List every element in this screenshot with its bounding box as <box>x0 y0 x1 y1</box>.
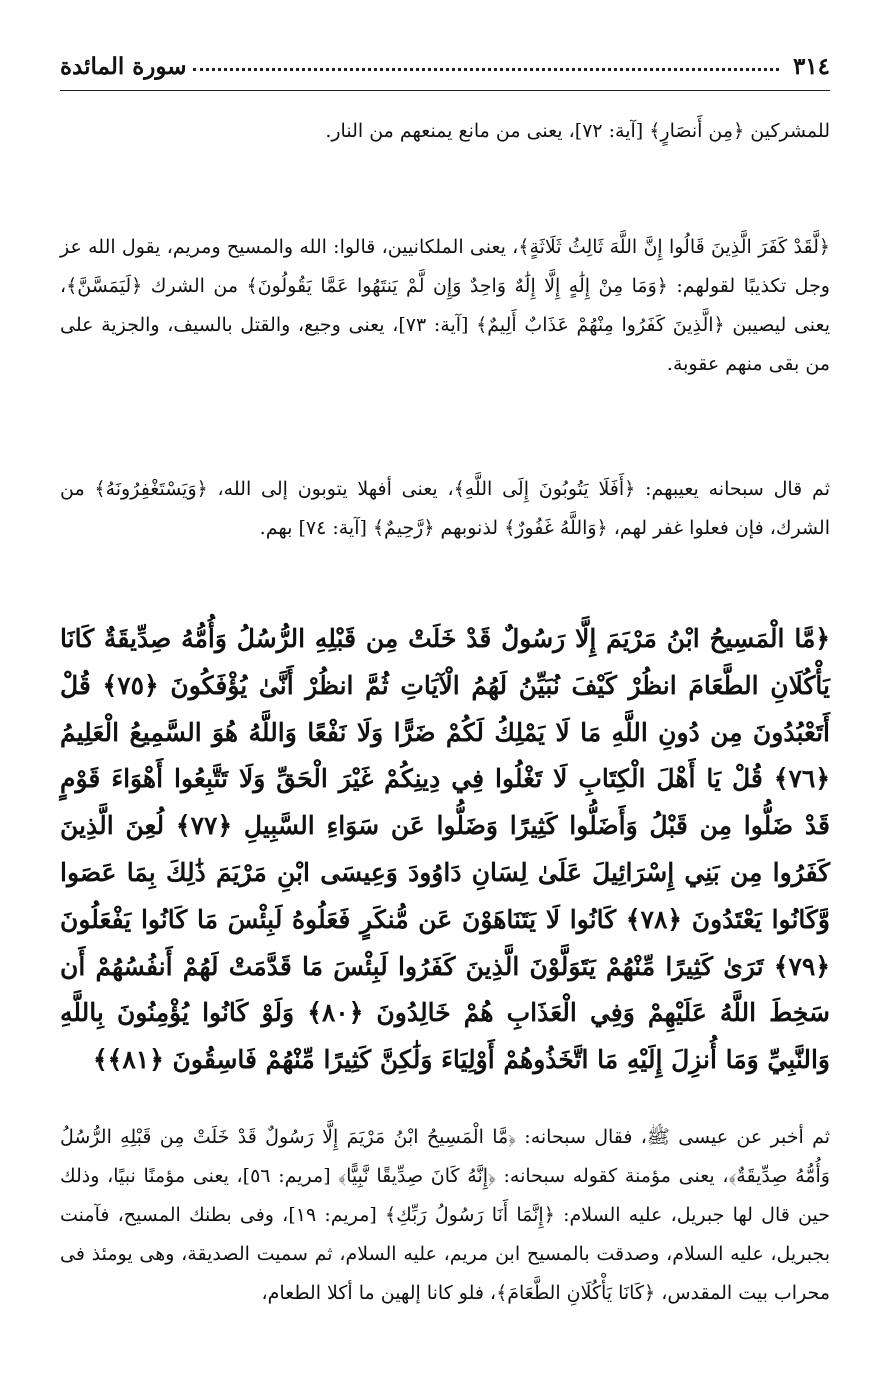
commentary-paragraph-2 <box>60 228 830 384</box>
commentary-paragraph-3 <box>60 470 830 548</box>
quran-verses-text: ﴿مَّا الْمَسِيحُ ابْنُ مَرْيَمَ إِلَّا رَسُولٌ قَدْ خَلَتْ مِن قَبْلِهِ الرُّسُلُ وَأُمُّهُ صِدِّيقَةٌ كَانَا يَأْكُلَانِ الطَّعَامَ انظُرْ كَيْفَ نُبَيِّنُ لَهُمُ الْآيَاتِ ثُمَّ انظُرْ أَنَّىٰ يُؤْفَكُونَ ﴿٧٥﴾ قُلْ أَتَعْبُدُونَ مِن دُونِ اللَّهِ مَا لَا يَمْلِكُ لَكُمْ ضَرًّا وَلَا نَفْعًا وَاللَّهُ هُوَ السَّمِيعُ الْعَلِيمُ ﴿٧٦﴾ قُلْ يَا أَهْلَ الْكِتَابِ لَا تَغْلُوا فِي دِينِكُمْ غَيْرَ الْحَقِّ وَلَا تَتَّبِعُوا أَهْوَاءَ قَوْمٍ قَدْ ضَلُّوا مِن قَبْلُ وَأَضَلُّوا كَثِيرًا وَضَلُّوا عَن سَوَاءِ السَّبِيلِ ﴿٧٧﴾ لُعِنَ الَّذِينَ كَفَرُوا مِن بَنِي إِسْرَائِيلَ عَلَىٰ لِسَانِ دَاوُودَ وَعِيسَى ابْنِ مَرْيَمَ ذَٰلِكَ بِمَا عَصَوا وَّكَانُوا يَعْتَدُونَ ﴿٧٨﴾ كَانُوا لَا يَتَنَاهَوْنَ عَن مُّنكَرٍ فَعَلُوهُ لَبِئْسَ مَا كَانُوا يَفْعَلُونَ ﴿٧٩﴾ تَرَىٰ كَثِيرًا مِّنْهُمْ يَتَوَلَّوْنَ الَّذِينَ كَفَرُوا لَبِئْسَ مَا قَدَّمَتْ لَهُمْ أَنفُسُهُمْ أَن سَخِطَ اللَّهُ عَلَيْهِمْ وَفِي الْعَذَابِ هُمْ خَالِدُونَ ﴿٨٠﴾ وَلَوْ كَانُوا يُؤْمِنُونَ بِاللَّهِ وَالنَّبِيِّ وَمَا أُنزِلَ إِلَيْهِ مَا اتَّخَذُوهُمْ أَوْلِيَاءَ وَلَٰكِنَّ كَثِيرًا مِّنْهُمْ فَاسِقُونَ ﴿٨١﴾﴾ <box>60 624 830 1075</box>
paragraph-text: ﴿لَّقَدْ كَفَرَ الَّذِينَ قَالُوا إِنَّ اللَّهَ ثَالِثُ ثَلَاثَةٍ﴾، يعنى الملكانيين، قالوا: الله والمسيح ومريم، يقول الله عز وجل تكذيبًا لقولهم: ﴿وَمَا مِنْ إِلَٰهٍ إِلَّا إِلَٰهٌ وَاحِدٌ وَإِن لَّمْ يَنتَهُوا عَمَّا يَقُولُونَ﴾ من الشرك ﴿لَيَمَسَّنَّ﴾، يعنى ليصيبن ﴿الَّذِينَ كَفَرُوا مِنْهُمْ عَذَابٌ أَلِيمٌ﴾ [آية: ٧٣]، يعنى وجيع، والقتل بالسيف، والجزية على من بقى منهم عقوبة. <box>60 236 830 375</box>
page-number: ٣١٤ <box>792 52 830 80</box>
book-page <box>60 50 830 1370</box>
header-rule <box>60 90 830 91</box>
paragraph-text: ثم قال سبحانه يعيبهم: ﴿أَفَلَا يَتُوبُونَ إِلَى اللَّهِ﴾، يعنى أفهلا يتوبون إلى الله، ﴿وَيَسْتَغْفِرُونَهُ﴾ من الشرك، فإن فعلوا غفر لهم، ﴿وَاللَّهُ غَفُورٌ﴾ لذنوبهم ﴿رَّحِيمٌ﴾ [آية: ٧٤] بهم. <box>60 478 830 539</box>
paragraph-text: للمشركين ﴿مِن أَنصَارٍ﴾ [آية: ٧٢]، يعنى من مانع يمنعهم من النار. <box>325 120 830 142</box>
commentary-paragraph-4 <box>60 1118 830 1313</box>
page-header <box>60 50 830 82</box>
surah-title: سورة المائدة <box>60 52 187 80</box>
header-dot-leader <box>193 62 779 71</box>
paragraph-text: ثم أخبر عن عيسى ﷺ، فقال سبحانه: ﴿مَّا الْمَسِيحُ ابْنُ مَرْيَمَ إِلَّا رَسُولٌ قَدْ خَلَتْ مِن قَبْلِهِ الرُّسُلُ وَأُمُّهُ صِدِّيقَةٌ﴾، يعنى مؤمنة كقوله سبحانه: ﴿إِنَّهُ كَانَ صِدِّيقًا نَّبِيًّا﴾ [مريم: ٥٦]، يعنى مؤمنًا نبيًا، وذلك حين قال لها جبريل، عليه السلام: ﴿إِنَّمَا أَنَا رَسُولُ رَبِّكِ﴾ [مريم: ١٩]، وفى بطنك المسيح، فآمنت بجبريل، عليه السلام، وصدقت بالمسيح ابن مريم، عليه السلام، ثم سميت الصديقة، وهى يومئذ فى محراب بيت المقدس، ﴿كَانَا يَأْكُلَانِ الطَّعَامَ﴾، فلو كانا إلهين ما أكلا الطعام، <box>60 1126 830 1304</box>
commentary-paragraph-1 <box>60 112 830 151</box>
quran-verses-block <box>60 616 830 1084</box>
